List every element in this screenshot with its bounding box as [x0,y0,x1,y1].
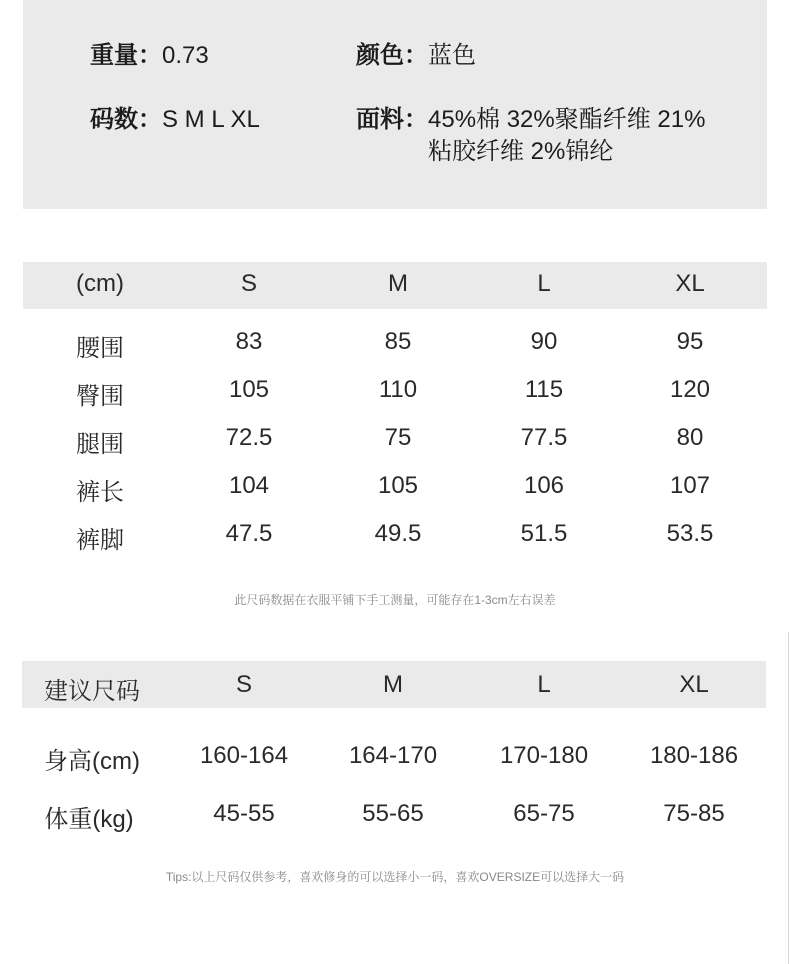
product-info-panel [23,0,767,209]
table-cell: 90 [530,328,558,355]
size-table-header [23,262,767,309]
fabric-label: 面料： [356,106,428,133]
table-cell: 95 [676,328,704,355]
table-cell: 106 [523,472,565,499]
table-cell: 72.5 [225,424,273,451]
table-cell: 120 [669,376,711,403]
measurement-note: 此尺码数据在衣服平铺下手工测量，可能存在1-3cm左右误差 [234,593,556,607]
table-cell: 104 [228,472,270,499]
table-cell: 107 [669,472,711,499]
table-cell: 105 [377,472,419,499]
header-l: L [537,671,551,698]
table-cell: 49.5 [374,520,422,547]
table-cell: 45-55 [213,800,275,827]
table-cell: 75 [384,424,412,451]
row-label: 裤长 [76,479,124,506]
table-cell: 47.5 [225,520,273,547]
header-xl: XL [675,270,705,297]
table-cell: 110 [378,376,418,403]
weight-value: 0.73 [162,42,209,69]
weight-label: 重量： [90,42,162,69]
recommend-table-header [22,661,766,708]
header-xl: XL [679,671,709,698]
size-info [90,104,260,136]
row-label: 体重(kg) [44,806,134,833]
header-unit: (cm) [76,270,124,297]
table-cell: 160-164 [199,742,289,769]
row-label: 身高(cm) [44,748,140,775]
header-s: S [235,671,253,698]
row-label: 裤脚 [76,527,124,554]
color-info [356,40,476,72]
header-recommend: 建议尺码 [44,678,140,705]
table-cell: 65-75 [513,800,575,827]
tips-note: Tips:以上尺码仅供参考，喜欢修身的可以选择小一码，喜欢OVERSIZE可以选择大一码 [165,870,625,884]
table-cell: 83 [235,328,263,355]
size-value: S M L XL [162,106,260,133]
table-cell: 115 [524,376,564,403]
table-cell: 80 [676,424,704,451]
fabric-info [356,104,718,168]
color-label: 颜色： [356,42,428,69]
header-m: M [383,671,403,698]
header-m: M [388,270,408,297]
table-cell: 75-85 [663,800,725,827]
weight-info [90,40,209,72]
table-cell: 51.5 [520,520,568,547]
header-s: S [240,270,258,297]
table-cell: 164-170 [348,742,438,769]
row-label: 腿围 [76,431,124,458]
size-label: 码数： [90,106,162,133]
table-cell: 85 [384,328,412,355]
header-l: L [537,270,551,297]
fabric-value: 45%棉 32%聚酯纤维 21% 粘胶纤维 2%锦纶 [428,106,706,165]
row-label: 臀围 [76,383,124,410]
table-cell: 105 [228,376,270,403]
divider [788,632,789,964]
size-table [23,262,767,309]
table-cell: 170-180 [499,742,589,769]
table-cell: 180-186 [649,742,739,769]
table-cell: 55-65 [362,800,424,827]
table-cell: 53.5 [666,520,714,547]
recommend-table [22,661,766,708]
table-cell: 77.5 [520,424,568,451]
color-value: 蓝色 [428,42,476,69]
row-label: 腰围 [76,335,124,362]
